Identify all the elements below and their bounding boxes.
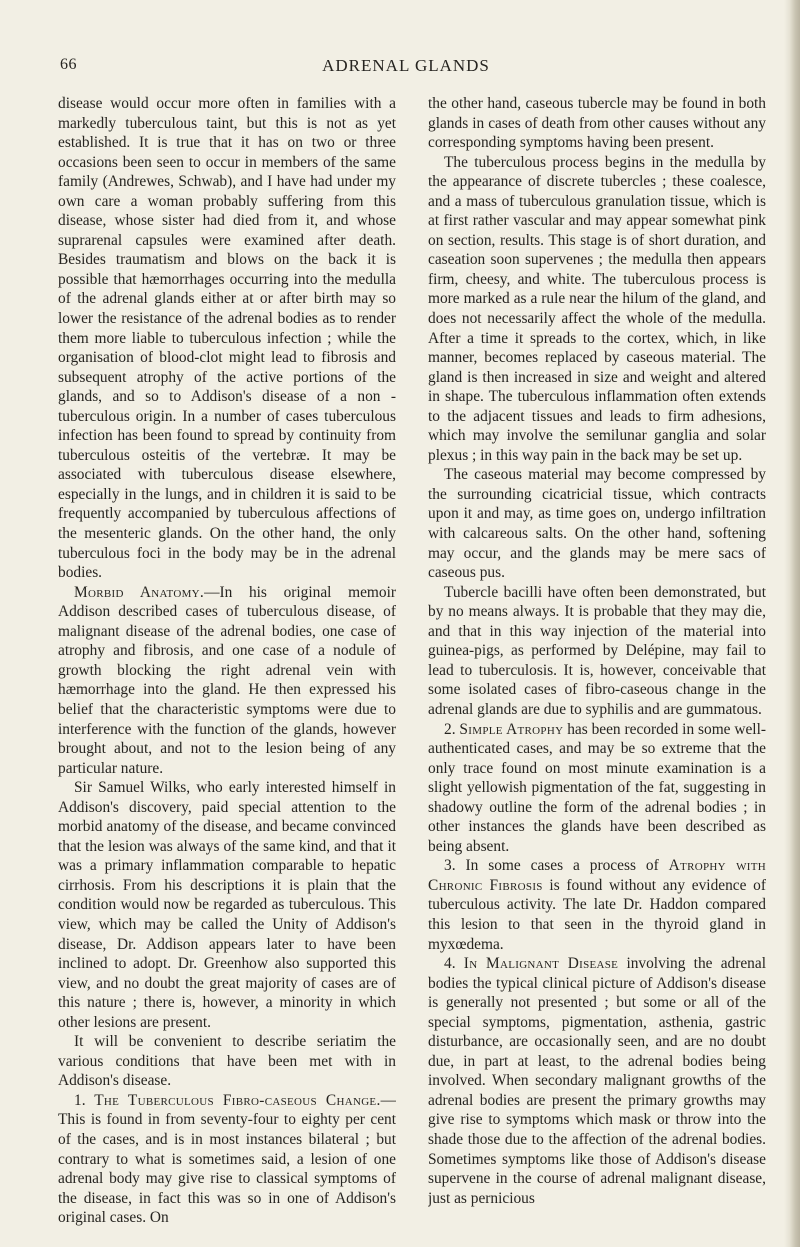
- paragraph: the other hand, caseous tubercle may be found in both glands in cases of death from other causes without any corresponding symptoms having been present.: [428, 95, 766, 152]
- page-edge-shadow: [784, 0, 800, 1247]
- paragraph: Tubercle bacilli have often been demonstrated, but by no means always. It is probable that they may die, and that in this way injection of the material into guinea-pigs, as performed by Delépine, may fail to lead to tuberculosis. It is, however, conceivable that some isolated cases of fibro-caseous change in the adrenal glands are due to syphilis and are gummatous.: [428, 583, 766, 718]
- item-number: 4.: [444, 955, 456, 973]
- paragraph: The caseous material may become compressed by the surrounding cicatricial tissue, which contracts upon it and may, as time goes on, undergo infiltration with calcareous salts. On the other hand, softening may occur, and the glands may be mere sacs of caseous pus.: [428, 466, 766, 582]
- page-number: 66: [60, 56, 77, 73]
- paragraph-text: —This is found in from seventy-four to eighty per cent of the cases, and is in most instances bilateral ; but contrary to what is sometimes said, a lesion of one adrenal body may give rise to classical symptoms of the disease, in fact this was so in one of Addison's original cases. On: [58, 1091, 396, 1227]
- paragraph-text: 3. In some cases a process of: [444, 857, 669, 875]
- section-heading: In Malignant Disease: [463, 955, 619, 973]
- paragraph-malignant-disease: [428, 954, 766, 1208]
- running-title: ADRENAL GLANDS: [322, 56, 490, 75]
- left-column: [58, 94, 396, 1234]
- paragraph-text: —In his original memoir Addison described cases of tuberculous disease, of malignant disease of the adrenal bodies, one case of atrophy and fibrosis, and one case of a nodule of growth blocking the right adrenal vein with hæmorrhage into the gland. He then expressed his belief that the characteristic symptoms were due to interference with the function of the glands, however brought about, and not to the lesion being of any particular nature.: [58, 583, 396, 777]
- right-column: [428, 94, 766, 1234]
- paragraph-simple-atrophy: [428, 720, 766, 857]
- paragraph: Sir Samuel Wilks, who early interested himself in Addison's discovery, paid special attention to the morbid anatomy of the disease, and became convinced that the lesion was always of the same kind, and that it was a primary inflammation comparable to hepatic cirrhosis. From his descriptions it is plain that the condition would now be regarded as tuberculous. This view, which may be called the Unity of Addison's disease, Dr. Addison appears later to have been inclined to adopt. Dr. Greenhow also supported this view, and no doubt the great majority of cases are of this nature ; there is, however, a minority in which other lesions are present.: [58, 779, 396, 1031]
- paragraph-chronic-fibrosis: [428, 856, 766, 954]
- paragraph: It will be convenient to describe seriatim the various conditions that have been met with in Addison's disease.: [58, 1033, 396, 1090]
- paragraph-text: is found without any evidence of tuberculous activity. The late Dr. Haddon compared this lesion to that seen in the thyroid gland in myxœdema.: [428, 876, 766, 953]
- paragraph-text: has been recorded in some well-authenticated cases, and may be so extreme that the only trace found on most minute examination is a slight yellowish pigmentation of the fat, suggesting in shadowy outline the form of the adrenal bodies ; in other instances the glands have been described as being absent.: [428, 720, 766, 855]
- paragraph: disease would occur more often in families with a markedly tuberculous taint, but this is not as yet established. It is true that it has on two or three occasions been seen to occur in members of the same family (Andrewes, Schwab), and I have had under my own care a woman probably suffering from this disease, whose sister had died from it, and whose suprarenal capsules were examined after death. Besides traumatism and blows on the back it is possible that hæmorrhages occurring into the medulla of the adrenal glands either at or after birth may so lower the resistance of the adrenal bodies as to render them more liable to tuberculous infection ; while the organisation of blood-clot might lead to fibrosis and subsequent atrophy of the active portions of the glands, and so to Addison's disease of a non - tuberculous origin. In a number of cases tuberculous infection has been found to spread by continuity from tuberculous osteitis of the vertebræ. It may be associated with tuberculous disease elsewhere, especially in the lungs, and in children it is said to be frequently accompanied by tuberculous affections of the mesenteric glands. On the other hand, the only tuberculous foci in the body may be in the adrenal bodies.: [58, 95, 396, 582]
- section-heading: The Tuberculous Fibro-caseous Change.: [94, 1091, 381, 1109]
- item-number: 1.: [74, 1091, 86, 1109]
- paragraph-tuberculous-change: [58, 1091, 396, 1228]
- section-heading: Morbid Anatomy.: [74, 583, 205, 601]
- paragraph: The tuberculous process begins in the medulla by the appearance of discrete tubercles ; these coalesce, and a mass of tuberculous granulation tissue, which is at first rather vascular and may appear somewhat pink on section, results. This stage is of short duration, and caseation soon supervenes ; the medulla then appears firm, cheesy, and white. The tuberculous process is more marked as a rule near the hilum of the gland, and does not necessarily affect the whole of the medulla. After a time it spreads to the cortex, which, in like manner, becomes replaced by caseous material. The gland is then increased in size and weight and altered in shape. The tuberculous inflammation often extends to the adjacent tissues and leads to firm adhesions, which may involve the semilunar ganglia and solar plexus ; in this way pain in the back may be set up.: [428, 153, 766, 464]
- section-heading: Simple Atrophy: [459, 720, 564, 738]
- page-header: [60, 56, 752, 82]
- item-number: 2.: [444, 720, 456, 738]
- paragraph-text: involving the adrenal bodies the typical clinical picture of Addison's disease is generally not presented ; but some or all of the special symptoms, pigmentation, asthenia, gastric disturbance, are occasionally seen, and are no doubt due, in part at least, to the adrenal bodies being involved. When secondary malignant growths of the adrenal bodies are present the primary growths may give rise to symptoms which mask or throw into the shade those due to the affection of the adrenal bodies. Sometimes symptoms like those of Addison's disease supervene in the course of adrenal malignant disease, just as pernicious: [428, 955, 766, 1207]
- section-heading: Atrophy with Chronic Fibrosis: [428, 857, 766, 894]
- paragraph-morbid-anatomy: [58, 583, 396, 778]
